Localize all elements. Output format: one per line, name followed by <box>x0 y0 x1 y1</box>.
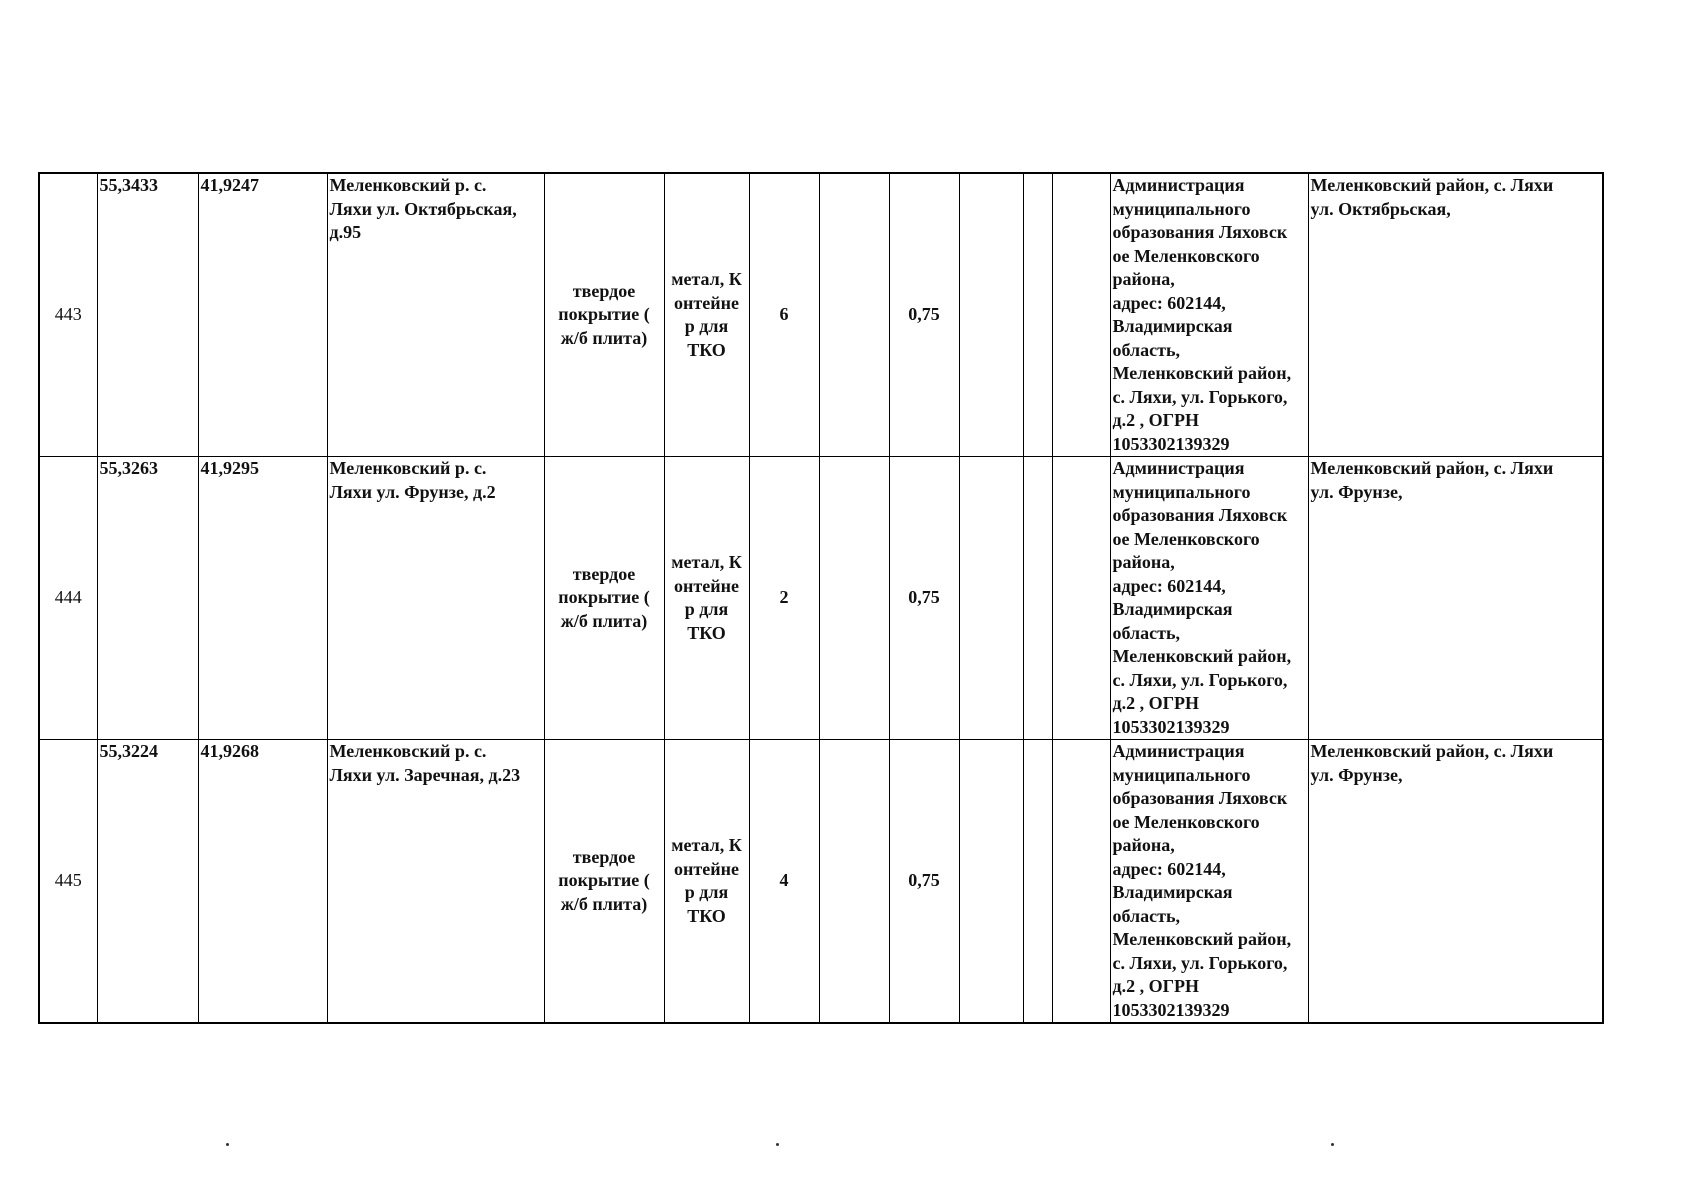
container-type-text: метал, К онтейне р для ТКО <box>671 269 742 360</box>
container-volume <box>889 173 959 457</box>
container-type <box>664 173 749 457</box>
site-address-text: Меленковский р. с. Ляхи ул. Фрунзе, д.2 <box>329 458 496 502</box>
site-address <box>327 173 544 457</box>
row-number <box>39 740 97 1024</box>
surface-type-text: твердое покрытие ( ж/б плита) <box>558 846 650 914</box>
owner-info <box>1110 740 1308 1024</box>
surface-type <box>544 740 664 1024</box>
container-count-text: 4 <box>779 870 789 891</box>
container-volume <box>889 457 959 740</box>
latitude-text: 55,3224 <box>99 741 158 761</box>
waste-source <box>1308 457 1603 740</box>
row-number-text: 444 <box>54 587 82 608</box>
container-count <box>749 740 819 1024</box>
empty-cell <box>1023 457 1052 740</box>
owner-info <box>1110 173 1308 457</box>
waste-source-text: Меленковский район, с. Ляхи ул. Фрунзе, <box>1310 458 1554 502</box>
row-number <box>39 173 97 457</box>
longitude <box>198 457 327 740</box>
longitude-text: 41,9268 <box>200 741 259 761</box>
owner-info-text: Администрация муниципального образования Ляховск ое Меленковского района, адрес: 602144, Владимирская область, Меленковский район, с. Ляхи, ул. Горького, д.2 , ОГРН 1053302139329 <box>1112 458 1292 737</box>
container-volume-text: 0,75 <box>908 304 940 325</box>
container-type-text: метал, К онтейне р для ТКО <box>671 552 742 643</box>
surface-type-text: твердое покрытие ( ж/б плита) <box>558 280 650 348</box>
container-volume-text: 0,75 <box>908 587 940 608</box>
site-address-text: Меленковский р. с. Ляхи ул. Октябрьская, д.95 <box>329 175 517 242</box>
surface-type <box>544 173 664 457</box>
container-type-text: метал, К онтейне р для ТКО <box>671 835 742 926</box>
owner-info <box>1110 457 1308 740</box>
container-count <box>749 173 819 457</box>
waste-source-text: Меленковский район, с. Ляхи ул. Фрунзе, <box>1310 741 1554 785</box>
longitude-text: 41,9247 <box>200 175 259 195</box>
waste-source <box>1308 740 1603 1024</box>
scan-dot <box>1331 1143 1334 1146</box>
scan-dot <box>226 1143 229 1146</box>
empty-cell <box>959 740 1023 1024</box>
container-count-text: 6 <box>779 304 789 325</box>
empty-cell <box>1052 173 1110 457</box>
table-row <box>39 173 1603 457</box>
table-row <box>39 740 1603 1024</box>
latitude-text: 55,3433 <box>99 175 158 195</box>
surface-type-text: твердое покрытие ( ж/б плита) <box>558 563 650 631</box>
longitude-text: 41,9295 <box>200 458 259 478</box>
container-type <box>664 740 749 1024</box>
container-count-text: 2 <box>779 587 789 608</box>
empty-cell <box>1023 173 1052 457</box>
empty-cell <box>1023 740 1052 1024</box>
latitude <box>97 457 198 740</box>
longitude <box>198 740 327 1024</box>
container-type <box>664 457 749 740</box>
latitude-text: 55,3263 <box>99 458 158 478</box>
longitude <box>198 173 327 457</box>
container-volume <box>889 740 959 1024</box>
empty-cell <box>819 457 889 740</box>
empty-cell <box>1052 740 1110 1024</box>
table-row <box>39 457 1603 740</box>
container-volume-text: 0,75 <box>908 870 940 891</box>
empty-cell <box>959 173 1023 457</box>
waste-sites-table <box>38 172 1604 1024</box>
scan-dot <box>776 1143 779 1146</box>
owner-info-text: Администрация муниципального образования Ляховск ое Меленковского района, адрес: 602144, Владимирская область, Меленковский район, с. Ляхи, ул. Горького, д.2 , ОГРН 1053302139329 <box>1112 741 1292 1020</box>
empty-cell <box>1052 457 1110 740</box>
row-number <box>39 457 97 740</box>
waste-source <box>1308 173 1603 457</box>
latitude <box>97 740 198 1024</box>
row-number-text: 443 <box>54 304 82 325</box>
container-count <box>749 457 819 740</box>
owner-info-text: Администрация муниципального образования Ляховск ое Меленковского района, адрес: 602144, Владимирская область, Меленковский район, с. Ляхи, ул. Горького, д.2 , ОГРН 1053302139329 <box>1112 175 1292 454</box>
site-address <box>327 740 544 1024</box>
site-address-text: Меленковский р. с. Ляхи ул. Заречная, д.23 <box>329 741 521 785</box>
site-address <box>327 457 544 740</box>
latitude <box>97 173 198 457</box>
empty-cell <box>819 740 889 1024</box>
waste-source-text: Меленковский район, с. Ляхи ул. Октябрьская, <box>1310 175 1554 219</box>
empty-cell <box>959 457 1023 740</box>
surface-type <box>544 457 664 740</box>
empty-cell <box>819 173 889 457</box>
row-number-text: 445 <box>54 870 82 891</box>
